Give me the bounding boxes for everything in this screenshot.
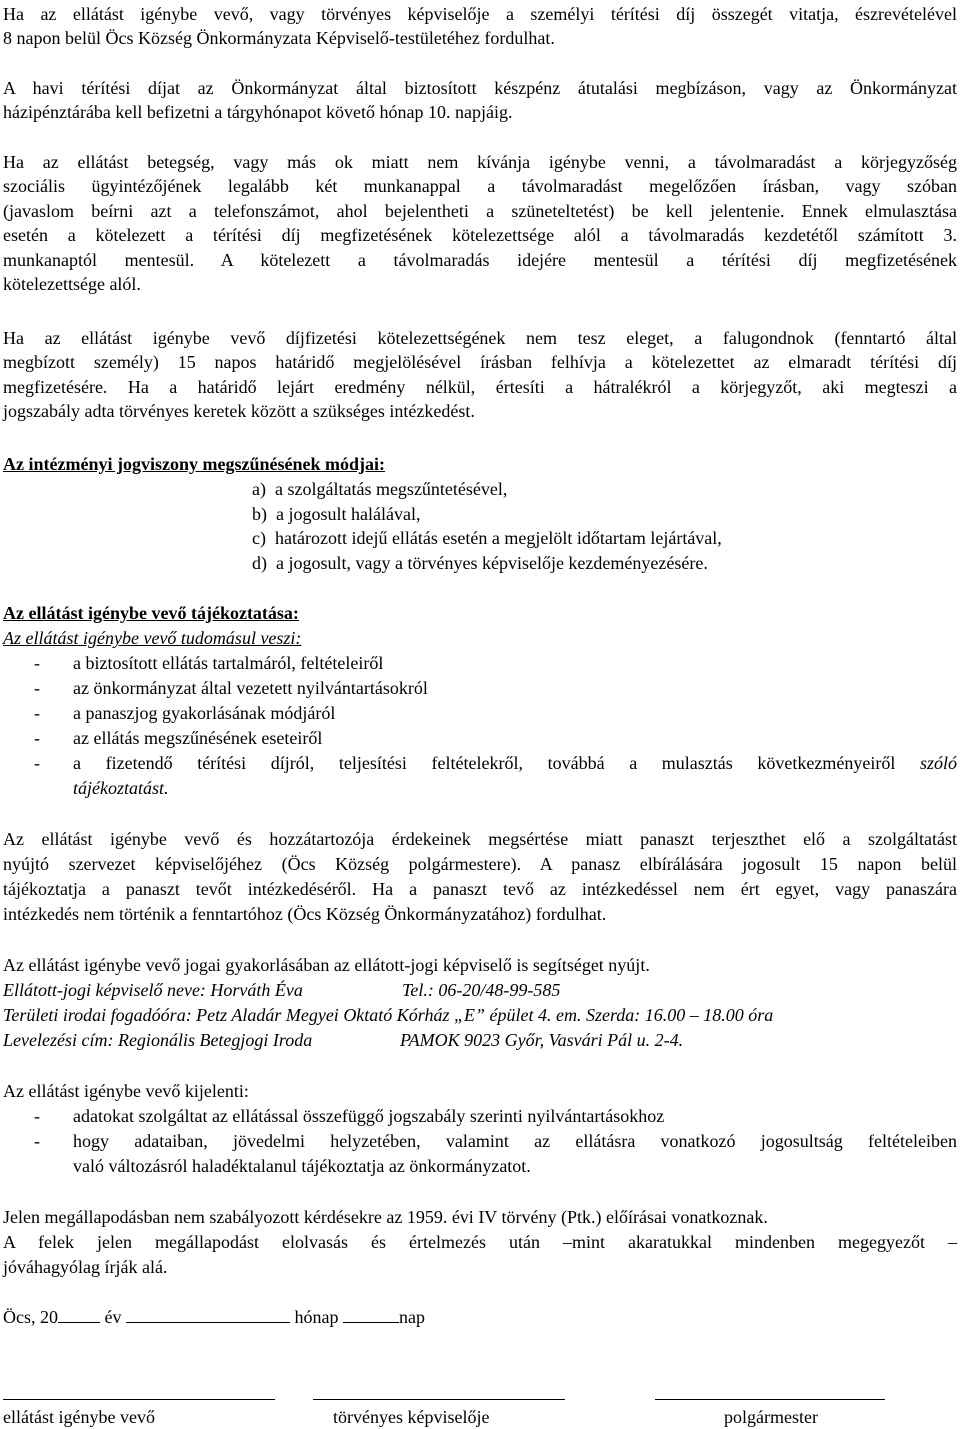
closing-line-3: jóváhagyólag írják alá. [3,1257,168,1277]
declaration-bullet: - [34,1131,40,1151]
closing-line-1: Jelen megállapodásban nem szabályozott kérdésekre az 1959. évi IV törvény (Ptk.) előírásai vonatkoznak. [3,1207,768,1227]
info-item-italic-tail: szóló [919,753,957,773]
signature-line-mayor[interactable] [655,1399,885,1400]
advocate-intro: Az ellátást igénybe vevő jogai gyakorlásában az ellátott-jogi képviselő is segítséget nyújt. [3,955,650,975]
termination-item [252,526,957,550]
info-bullet: - [34,728,40,748]
termination-item [252,477,957,501]
date-line [3,1305,957,1329]
para-payment-line-2: házipénztárába kell befizetni a tárgyhónapot követő hónap 10. napjáig. [3,102,513,122]
date-place: Öcs, 20 [3,1307,58,1327]
para-absence-line-4: esetén a kötelezett a térítési díj megfizetésének kötelezettsége alól a távolmaradás kezdetétől számított 3. [3,225,957,245]
para-absence-line-2: szociális ügyintézőjének legalább két munkanappal a távolmaradást megelőzően írásban, vagy szóban [3,176,957,196]
para-complaint-line-1: Az ellátást igénybe vevő és hozzátartozója érdekeinek megsértése miatt panaszt terjeszthet elő a szolgáltatást [3,829,957,849]
info-item-last [73,751,957,775]
para-payment-line-1: A havi térítési díjat az Önkormányzat által biztosított készpénz átutalási megbízáson, vagy az Önkormányzat [3,78,957,98]
termination-item-letter: a) [252,479,266,499]
para-complaint-line-4: intézkedés nem történik a fenntartóhoz (Öcs Község Önkormányzatához) fordulhat. [3,904,607,924]
termination-item-text: határozott idejű ellátás esetén a megjelölt időtartam lejártával, [274,528,722,548]
advocate-office-hours: Területi irodai fogadóóra: Petz Aladár Megyei Oktató Kórház „E” épület 4. em. Szerda: 16.00 – 18.00 óra [3,1005,774,1025]
advocate-address: PAMOK 9023 Győr, Vasvári Pál u. 2-4. [400,1030,684,1050]
termination-item-letter: c) [252,528,266,548]
info-item: a biztosított ellátás tartalmáról, feltételeiről [73,653,384,673]
info-heading: Az ellátást igénybe vevő tájékoztatása: [3,603,299,623]
date-year-blank[interactable] [58,1306,100,1323]
para-nonpayment-line-2: megbízott személy) 15 napos határidő megjelölésével írásban felhívja a kötelezettet az elmaradt térítési díj [3,352,957,372]
advocate-address-label: Levelezési cím: Regionális Betegjogi Iroda [3,1030,313,1050]
termination-item-text: a szolgáltatás megszűntetésével, [274,479,508,499]
declaration-item: adatokat szolgáltat az ellátással összefüggő jogszabály szerinti nyilvántartásokhoz [73,1106,665,1126]
para-complaint-line-3: tájékoztatja a panaszt tevőt intézkedéséről. Ha a panaszt tevő az intézkedéssel nem ért egyet, vagy panaszára [3,879,957,899]
date-month-blank[interactable] [126,1306,290,1323]
info-item: a panaszjog gyakorlásának módjáról [73,703,336,723]
termination-heading: Az intézményi jogviszony megszűnésének módjai: [3,454,385,474]
termination-item [252,502,957,526]
info-item: az ellátás megszűnésének eseteiről [73,728,323,748]
termination-item-letter: b) [252,504,267,524]
info-item-continuation: tájékoztatást. [73,778,169,798]
signature-line-client[interactable] [3,1399,275,1400]
para-nonpayment-line-1: Ha az ellátást igénybe vevő díjfizetési kötelezettségének nem tesz eleget, a falugondnok (fenntartó által [3,328,957,348]
info-bullet: - [34,703,40,723]
para-absence-line-3: (javaslom beírni azt a telefonszámot, ahol bejelentheti a szüneteltetést) be kell jelentenie. Ennek elmulasztása [3,201,957,221]
date-month-label: hónap [294,1307,339,1327]
signature-line-representative[interactable] [313,1399,565,1400]
declaration-intro: Az ellátást igénybe vevő kijelenti: [3,1081,249,1101]
signature-label-mayor: polgármester [724,1407,818,1427]
para-complaint-line-2: nyújtó szervezet képviselőjéhez (Öcs Község polgármestere). A panasz elbírálására jogosult 15 napon belül [3,854,957,874]
termination-item-letter: d) [252,553,267,573]
declaration-item: hogy adataiban, jövedelmi helyzetében, valamint az ellátásra vonatkozó jogosultság feltételeiben [73,1131,957,1151]
termination-item-text: a jogosult halálával, [276,504,421,524]
closing-line-2: A felek jelen megállapodást elolvasás és értelmezés után –mint akaratukkal mindenben megegyezőt – [3,1232,957,1252]
info-subheading: Az ellátást igénybe vevő tudomásul veszi: [3,628,302,648]
termination-item [252,551,957,575]
para-nonpayment-line-4: jogszabály adta törvényes keretek között a szükséges intézkedést. [3,401,475,421]
para-disputation-line-1: Ha az ellátást igénybe vevő, vagy törvényes képviselője a személyi térítési díj összegét vitatja, észrevételével [3,4,957,24]
termination-item-text: a jogosult, vagy a törvényes képviselője kezdeményezésére. [276,553,708,573]
info-item-text: a fizetendő térítési díjról, teljesítési feltételekről, továbbá a mulasztás következményeiről [73,753,896,773]
declaration-item-continuation: való változásról haladéktalanul tájékoztatja az önkormányzatot. [73,1156,531,1176]
date-day-blank[interactable] [343,1306,399,1323]
declaration-bullet: - [34,1106,40,1126]
para-absence-line-1: Ha az ellátást betegség, vagy más ok miatt nem kívánja igénybe venni, a távolmaradást a körjegyzőség [3,152,957,172]
info-bullet: - [34,678,40,698]
para-disputation-line-2: 8 napon belül Öcs Község Önkormányzata Képviselő-testületéhez fordulhat. [3,28,555,48]
info-bullet: - [34,653,40,673]
signature-label-representative: törvényes képviselője [333,1407,490,1427]
info-bullet: - [34,753,40,773]
advocate-phone: Tel.: 06-20/48-99-585 [402,980,561,1000]
date-day-label: nap [399,1307,425,1327]
para-absence-line-6: kötelezettsége alól. [3,274,141,294]
signature-label-client: ellátást igénybe vevő [3,1407,155,1427]
advocate-name: Ellátott-jogi képviselő neve: Horváth Éva [3,980,303,1000]
para-absence-line-5: munkanaptól mentesül. A kötelezett a távolmaradás idejére mentesül a térítési díj megfizetésének [3,250,957,270]
para-nonpayment-line-3: megfizetésére. Ha a határidő lejárt eredmény nélkül, értesíti a hátralékról a körjegyzőt, aki megteszi a [3,377,957,397]
date-year-label: év [104,1307,122,1327]
info-item: az önkormányzat által vezetett nyilvántartásokról [73,678,428,698]
